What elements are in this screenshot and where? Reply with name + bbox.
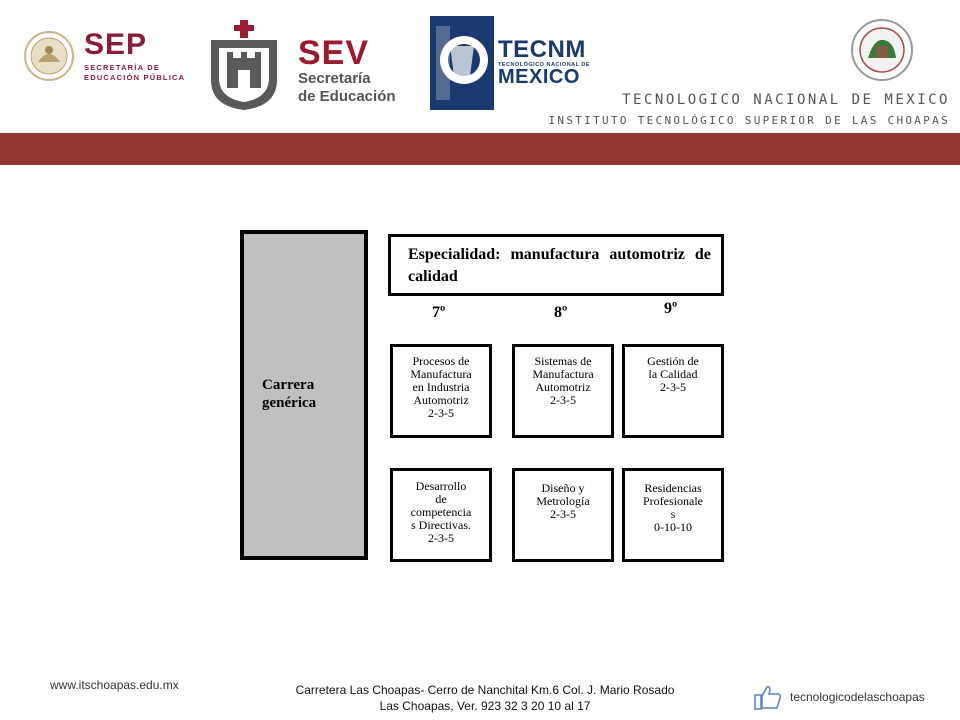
tecnm-small-text: TECNOLÓGICO NACIONAL DE (498, 62, 591, 68)
mexico-coat-of-arms-icon (22, 28, 76, 84)
institute-seal (850, 18, 914, 82)
subject-label: Procesos de Manufactura en Industria Automotriz 2-3-5 (410, 354, 472, 420)
institution-name: TECNOLOGICO NACIONAL DE MEXICO (622, 92, 950, 108)
sev-subtitle-line2: de Educación (298, 88, 396, 105)
address-line-2: Las Choapas, Ver. 923 32 3 20 10 al 17 (379, 699, 591, 713)
veracruz-shield-logo (205, 20, 283, 112)
tecnm-logo (430, 16, 494, 110)
specialty-label: Especialidad: manufactura automotriz de calidad (408, 246, 711, 285)
address-line-1: Carretera Las Choapas- Cerro de Nanchital Km.6 Col. J. Mario Rosado (295, 683, 675, 697)
semester-9-label: 9º (664, 300, 678, 317)
facebook-link[interactable]: tecnologicodelaschoapas (790, 690, 925, 704)
semester-7-label: 7º (432, 304, 446, 321)
tecnm-title: TECNM (498, 36, 586, 63)
sep-subtitle-line1: SECRETARÍA DE (84, 63, 161, 72)
sep-logo (22, 28, 76, 84)
semester-8-label: 8º (554, 304, 568, 321)
website-link[interactable]: www.itschoapas.edu.mx (50, 678, 179, 692)
institute-name: INSTITUTO TECNOLÓGICO SUPERIOR DE LAS CHOAPAS (548, 114, 950, 127)
header-bar (0, 133, 960, 165)
generic-career-label: Carrera genérica (262, 377, 317, 411)
facebook-like-icon[interactable] (754, 684, 782, 715)
sev-title: SEV (298, 34, 370, 72)
subject-label: Desarrollo de competencia s Directivas. 2-3-5 (410, 479, 472, 545)
sev-subtitle-line1: Secretaría (298, 70, 371, 87)
subject-label: Residencias Profesionale s 0-10-10 (643, 481, 703, 534)
sep-subtitle-line2: EDUCACIÓN PÚBLICA (84, 73, 186, 82)
tecnm-gear-icon (430, 16, 494, 110)
tecnm-subtitle: MEXICO (498, 66, 580, 88)
subject-label: Diseño y Metrología 2-3-5 (536, 481, 590, 521)
sep-title: SEP (84, 28, 148, 61)
institute-seal-icon (850, 18, 914, 82)
subject-label: Sistemas de Manufactura Automotriz 2-3-5 (532, 354, 594, 407)
veracruz-shield-icon (205, 20, 283, 112)
subject-label: Gestión de la Calidad 2-3-5 (647, 354, 699, 394)
